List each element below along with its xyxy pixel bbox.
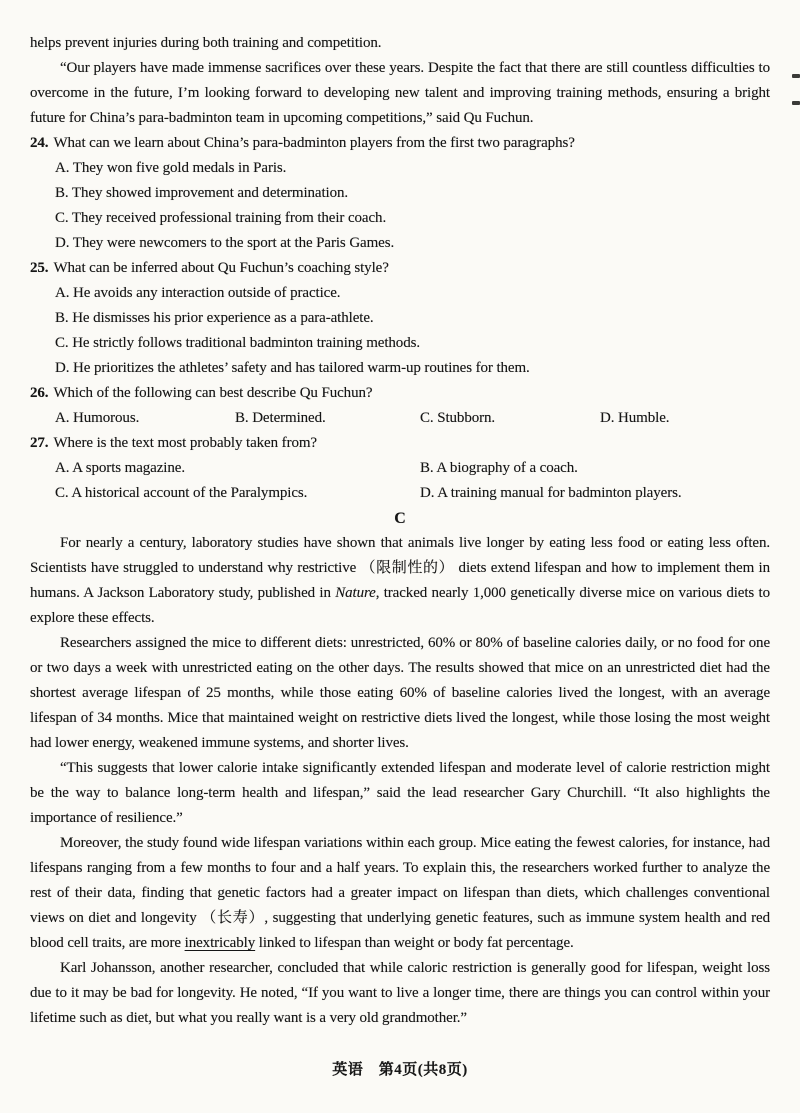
question-26-number: 26. [30,385,49,401]
question-25-text: What can be inferred about Qu Fuchun’s coaching style? [53,260,389,276]
question-27-number: 27. [30,435,49,451]
passage-c-paragraph-2: Researchers assigned the mice to different diets: unrestricted, 60% or 80% of baseline calories daily, or no food for one or two days a week with unrestricted eating on the other days. The results showed that mice on an unrestricted diet had the shortest average lifespan of 25 months, while those eating 60% of baseline calories lived the longest, with an average lifespan of 34 months. Mice that maintained weight on restrictive diets lived the longest, while those losing the most weight had lower energy, weakened immune systems, and shorter lives. [30,635,770,751]
paragraph-4-segment-1: Moreover, the study found wide lifespan variations within each group. Mice eating the fewest calories, for instance, had lifespans ranging from a few months to four and a half years. To explain this, the researchers worked further to analyze the rest of their data, finding that genetic factors had a greater impact on lifespan than diets, which challenges conventional views on diet and longevity （长寿）, suggesting that underlying genetic features, such as immune system health and red blood cell traits, are more [30,835,770,951]
question-25-option-d: D. He prioritizes the athletes’ safety and has tailored warm-up routines for them. [55,360,530,376]
question-27-options [30,456,770,506]
question-27-stem [30,431,770,456]
question-27-text: Where is the text most probably taken from? [53,435,317,451]
question-27 [30,431,770,506]
question-26-options [30,406,770,431]
passage-b-closing-paragraph: “Our players have made immense sacrifices over these years. Despite the fact that there are still countless difficulties to overcome in the future, I’m looking forward to developing new talent and improving training methods, ensuring a bright future for China’s para-badminton team in upcoming competitions,” said Qu Fuchun. [30,60,770,126]
question-24-option-a: A. They won five gold medals in Paris. [55,160,287,176]
paragraph-4-segment-2: linked to lifespan than weight or body fat percentage. [255,935,574,951]
page-footer: 英语 第4页(共8页) [332,1062,468,1078]
question-24-stem [30,131,770,156]
question-25 [30,256,770,381]
section-c-heading: C [394,510,406,527]
question-24-number: 24. [30,135,49,151]
scan-artifact [792,74,800,78]
question-26-option-c: C. Stubborn. [420,410,496,426]
question-27-option-c: C. A historical account of the Paralympics. [55,485,308,501]
question-25-option-a: A. He avoids any interaction outside of practice. [55,285,341,301]
passage-c-paragraph-3: “This suggests that lower calorie intake significantly extended lifespan and moderate level of calorie restriction might be the way to balance long-term health and lifespan,” said the lead researcher Gary Churchill. “It also highlights the importance of resilience.” [30,760,770,826]
passage-b-tail-line: helps prevent injuries during both training and competition. [30,35,382,51]
scan-artifact [792,101,800,105]
paragraph-1-segment-2: , tracked nearly 1,000 genetically diverse mice on various diets to explore these effects. [30,585,770,626]
question-24-option-b: B. They showed improvement and determination. [55,185,349,201]
question-26-option-a: A. Humorous. [55,410,140,426]
question-24-option-c: C. They received professional training from their coach. [55,210,387,226]
question-24-option-d: D. They were newcomers to the sport at the Paris Games. [55,235,395,251]
question-26 [30,381,770,431]
question-27-option-a: A. A sports magazine. [55,460,185,476]
passage-c-paragraph-4 [30,831,770,956]
question-26-option-d: D. Humble. [600,410,670,426]
question-27-option-b: B. A biography of a coach. [420,460,578,476]
question-27-option-d: D. A training manual for badminton players. [420,485,682,501]
question-25-stem [30,256,770,281]
underlined-word: inextricably [184,935,256,951]
question-25-option-c: C. He strictly follows traditional badminton training methods. [55,335,420,351]
page-content [30,31,770,1031]
journal-name-italic: Nature [335,585,376,601]
question-24 [30,131,770,256]
paragraph-1-segment-1: For nearly a century, laboratory studies have shown that animals live longer by eating less food or eating less often. Scientists have struggled to understand why restrictive （限制性的） diets extend lifespan and how to implement them in humans. A Jackson Laboratory study, published in [30,535,770,601]
passage-c-paragraph-1 [30,531,770,631]
question-25-number: 25. [30,260,49,276]
question-24-text: What can we learn about China’s para-badminton players from the first two paragraphs? [53,135,575,151]
question-26-stem [30,381,770,406]
question-26-text: Which of the following can best describe Qu Fuchun? [53,385,373,401]
question-25-option-b: B. He dismisses his prior experience as a para-athlete. [55,310,374,326]
passage-c-paragraph-5: Karl Johansson, another researcher, concluded that while caloric restriction is generally good for lifespan, weight loss due to it may be bad for longevity. He noted, “If you want to live a longer time, there are things you can control within your lifetime such as diet, but what you really want is a very old grandmother.” [30,960,770,1026]
question-26-option-b: B. Determined. [235,410,326,426]
